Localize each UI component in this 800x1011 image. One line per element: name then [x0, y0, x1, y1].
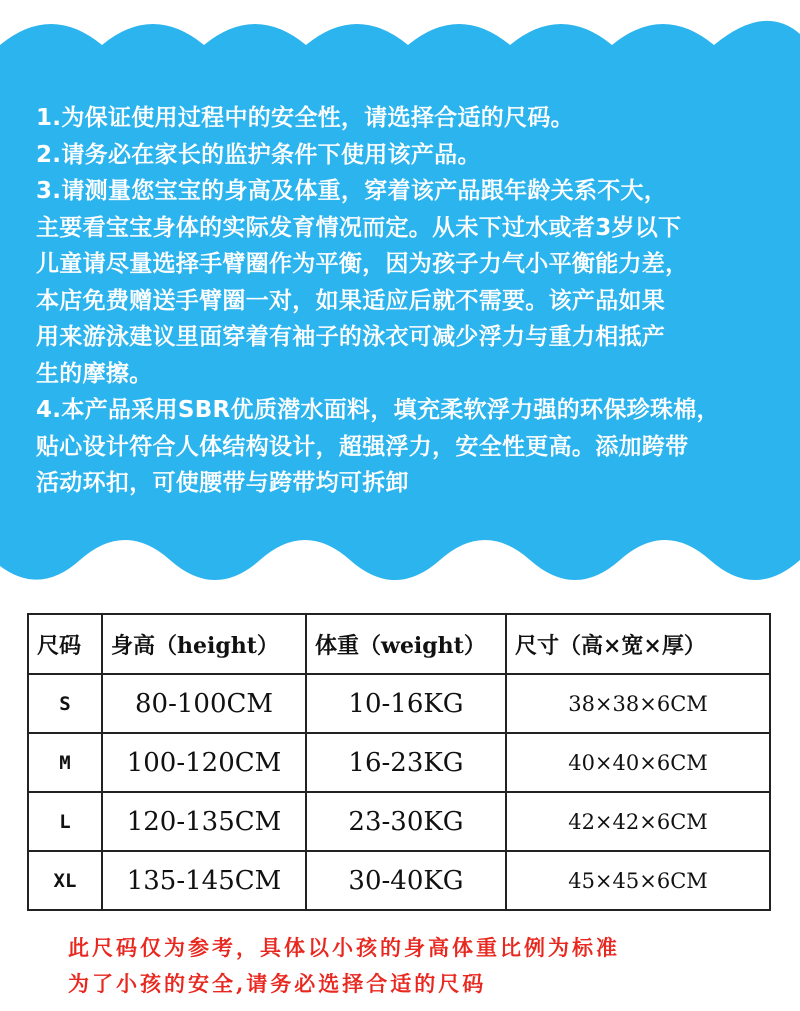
table-header-row — [28, 614, 770, 674]
note-line: 4.本产品采用SBR优质潜水面料，填充柔软浮力强的环保珍珠棉， — [36, 397, 720, 423]
table-row — [28, 733, 770, 792]
note-line: 用来游泳建议里面穿着有袖子的泳衣可减少浮力与重力相抵产 — [36, 324, 666, 350]
dimensions-cell: 45×45×6CM — [506, 851, 770, 910]
size-cell: XL — [28, 851, 102, 910]
usage-notes — [36, 100, 786, 502]
height-cell: 80-100CM — [102, 674, 306, 733]
height-cell: 120-135CM — [102, 792, 306, 851]
dimensions-cell: 40×40×6CM — [506, 733, 770, 792]
note-line: 贴心设计符合人体结构设计，超强浮力，安全性更高。添加跨带 — [36, 433, 689, 460]
note-line: 儿童请尽量选择手臂圈作为平衡，因为孩子力气小平衡能力差， — [36, 251, 689, 277]
weight-cell: 30-40KG — [306, 851, 506, 910]
table-row — [28, 792, 770, 851]
size-chart-table — [27, 613, 771, 911]
table-row — [28, 674, 770, 733]
note-line: 活动环扣，可使腰带与跨带均可拆卸 — [36, 470, 409, 496]
note-line: 主要看宝宝身体的实际发育情况而定。从未下过水或者3岁以下 — [36, 214, 682, 241]
height-cell: 135-145CM — [102, 851, 306, 910]
size-cell: L — [28, 792, 102, 851]
height-cell: 100-120CM — [102, 733, 306, 792]
disclaimer-line: 为了小孩的安全,请务必选择合适的尺码 — [68, 971, 487, 996]
note-line: 3.请测量您宝宝的身高及体重，穿着该产品跟年龄关系不大， — [36, 178, 668, 204]
header-dimensions: 尺寸（高×宽×厚） — [506, 614, 770, 674]
note-line: 生的摩擦。 — [36, 360, 153, 387]
disclaimer-line: 此尺码仅为参考，具体以小孩的身高体重比例为标准 — [68, 935, 620, 960]
header-height: 身高（height） — [102, 614, 306, 674]
weight-cell: 23-30KG — [306, 792, 506, 851]
weight-cell: 16-23KG — [306, 733, 506, 792]
dimensions-cell: 38×38×6CM — [506, 674, 770, 733]
note-line: 2.请务必在家长的监护条件下使用该产品。 — [36, 141, 481, 168]
header-weight: 体重（weight） — [306, 614, 506, 674]
note-line: 1.为保证使用过程中的安全性，请选择合适的尺码。 — [36, 105, 574, 131]
note-line: 本店免费赠送手臂圈一对，如果适应后就不需要。该产品如果 — [36, 287, 666, 314]
size-cell: S — [28, 674, 102, 733]
weight-cell: 10-16KG — [306, 674, 506, 733]
table-row — [28, 851, 770, 910]
header-size: 尺码 — [28, 614, 102, 674]
size-disclaimer — [68, 930, 620, 1002]
size-cell: M — [28, 733, 102, 792]
dimensions-cell: 42×42×6CM — [506, 792, 770, 851]
